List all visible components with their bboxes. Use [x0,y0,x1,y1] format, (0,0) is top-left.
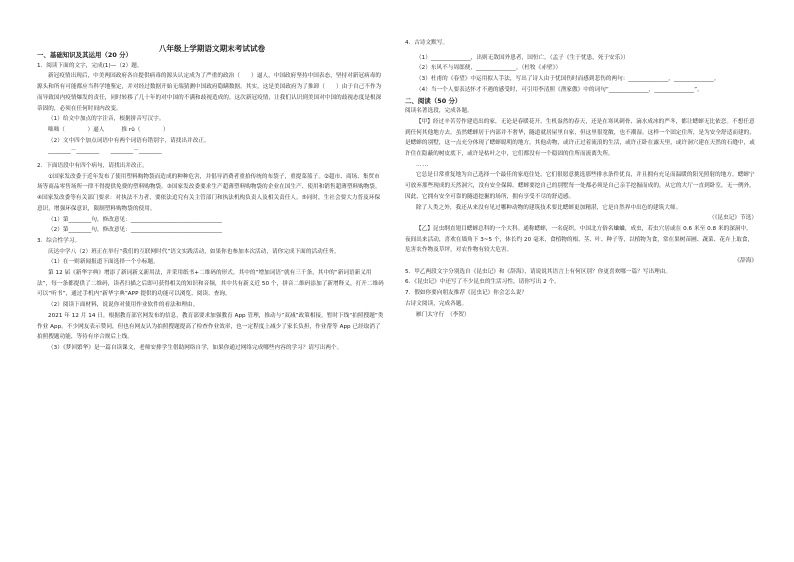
passage-yi-source: 《辞海》 [734,258,757,265]
exam-title: 八年级上学期语文期末考试试卷 [158,44,266,53]
question-3-3: （3）《梦回繁华》是一篇自读课文，老师安排学生借助网络自学，如果你通过网络完成哪些内容的学习？请写出两个。 [48,344,343,351]
passage-yi: 【乙】昆虫纲直翅目蟋蟀总科的一个大科。通称蟋蟀，一名促织。中国北方俗名蛐蛐，成虫，若虫穴居或在 0.6 米至 0.8 米的深洞中，夜间出来活动，喜欢在墙角下 3~5 个，体长约 20 毫米，食植物的根、茎、叶、种子等，以植物为食，常在果树苗圃、蔬菜、花卉上取食，危害农作物及草坪，对农作物有较大危害。 [405,225,754,254]
reading-intro: 阅读名著选段，完成各题。 [405,108,473,115]
question-3-intro: 3．综合性学习。 [37,237,81,244]
question-4-4: （4）当一个人要表达怀才不遇的感受时，可引用李清照《渔家傲》中的词句“______________，______________”。 [416,86,703,93]
left-column [37,38,385,354]
passage-jia: 【甲】经过辛苦劳作建造出的家，无论是春暖花开、生机盎然的春天，还是在寒风刺骨、滴水成冰的严冬，都让蟋蟀无比依恋。不想任意到任何其他地方去。虽然蟋蟀居于内部并不奢华，隧道就居屋里自家，但这里很宽敞，也不潮湿。这样一个固定住所，是为安全舒适而建的，是蟋蟀的别墅，这一点充分体现了蟋蟀聪明的地方。其他动物，或许正过着流浪的生活，或许正卧在露天里，或许洞穴建在天然的石缝中，或许住在隐蔽的树皮底下，或许是枯叶之中，它们都没有一个稳固的住所而流离失所。 [405,118,755,158]
question-2-intro: 2．下面语段中有四个病句，请找出并改正。 [37,163,148,170]
fix-sentence-2: （2）第________句，修改意见：________________________________ [48,227,222,234]
question-6: 6．《昆虫记》中还写了不少昆虫的生活习性，请你写出 2 个。 [405,279,560,286]
fix-sentence-1: （1）第________句，修改意见：________________________________ [48,216,222,223]
question-8-intro: 古诗文阅读，完成各题。 [405,300,468,307]
right-column [405,38,757,320]
section-reading: 二、阅读（50 分） [405,96,462,105]
question-4-3: （3）杜甫的《春望》中运用拟人手法，写出了诗人由于忧国伤时而感到悲伤的两句：______________，______________。 [416,76,720,83]
question-4-1: （1）______________，出则无敌国外患者，国恒亡。（孟子《生于忧患，死于安乐》） [416,54,629,61]
question-4-intro: 4．古诗文默写。 [405,40,449,46]
answer-blank-2: ________－________ ________－________ [48,148,162,155]
question-1-1: （1）给文中加点的字注音，根据拼音写汉字。 [48,116,165,123]
passage-1: 新冠疫情出现后，中美两国政府各自提供病毒的源头认定成为了严重的政治（ ）逼人，中国政府坚持中国表态，坚持对新冠病毒的源头和所有可能都应当科学地鉴定，并对经过数据开始无端猜测中国政府隐瞒数据。其实，这是美国政府为了推卸（ ）由于自己不作为而导致国内疫情爆发的责任，同时转移了几十年的对中国的不满和歧视造成的。这次新冠疫情，让我们认识到美国对中国的歧视态度是根深蒂固的，必须在任何时间内改变。 [37,73,382,112]
question-4-2: （2）东风不与周郎便，______________。（杜牧《赤壁》） [416,65,562,72]
question-7: 7．假如你要向朋友推荐《昆虫记》你会怎么说？ [405,290,528,297]
passage-5: 2021 年 12 月 14 日，根据教育部官网发布的信息，教育部要求加强教育 App 管理，推动与“双减”政策相接，暂时下线“拍照搜题”类作业 App。不少网友表示赞同，但也有网友认为拍照搜题提高了检查作业效率，也一定程度上减少了家长负担，作业帮等 App 已经取消了拍照搜题功能，等待有序合规后上线。 [37,312,384,341]
question-5: 5．甲乙两段文字分别选自《昆虫记》和《辞海》，请说说其语言上有何区别？你更喜欢哪一篇？写出理由。 [405,268,672,275]
passage-jia-2: 它总是日常重复地为自己选择一个最佳的家庭住处。它们很愿意挑选那些排水条件优良，并且拥有充足而温暖的阳光照射的地方。蟋蟀宁可放弃那些现成的天然洞穴，没有安全保障。蟋蟀要挖自己的别墅每一处都必须是自己亲手挖掘而成的，从它的大厅一直到卧室，无一例外。因此，它拥有安全可靠的隧道挖掘的场所，拥有享受不尽的舒适感。 [405,172,755,200]
passage-2: ①国家发改委于近年发布了使用塑料购物袋而造成的种种危害，并倡导消费者重拾传统的布袋子，重提菜篮子。②超市、商场、集贸市场等商品零售场所一律不得提供免费的塑料购物袋。③国家发改委要求生产超薄塑料购物袋的企业在国生产、使用和销售超薄塑料购物袋。④国家发改委等有关部门要求：对执法不力者，要依法追究有关主管部门和执法机构负责人及相关责任人。⑤同时，生社会要大力普及环保意识，增强环保意识，限制塑料购物袋的使用。 [37,173,381,212]
ellipsis: …… [416,161,430,168]
question-3-1: （1）在一则新闻报道下面选择一个小标题。 [48,259,159,266]
section-basic-knowledge: 一、基础知识及其运用（20 分） [37,51,132,59]
passage-4: 第 12 届《新华字典》增添了新词新义新用法，并采用纸书+二维码的形式。其中的“增加词语”就有三千条，其中的“新词语新义用法”，每一条都提供了二维码，读者扫描之后即可获得相关的知识和音频，其中共有新义近 50 个，拼音二维码添加了新增释义，打开二维码可以“听书”，通过手机内“新华字典”APP 提供的功能可以浏览、阅读、查询。 [37,270,384,298]
question-3-2: （2）阅读下面材料，说说你对使用作业软件的看法和理由。 [48,302,199,309]
poem-title: 雁门太守行 （李贺） [416,311,470,318]
passage-jia-source: （《昆虫记》节选） [709,215,757,222]
question-1-2: （2）文中四个加点词语中有两个词语有错别字，请找出并改正。 [48,137,210,144]
answer-blank-1: 咄咄（ ）逼人 推 rǔ（ ） [48,126,169,133]
passage-jia-3: 除了人类之外，我还从来没有见过哪种动物的建筑技术要比蟋蟀更加精湛，它是自然界中出色的建筑大师。 [416,204,682,211]
question-1-intro: 1．阅读下面的文字，完成(1)—（2）题。 [37,62,143,69]
passage-3: 庆达中学八（2）班正在举行“我们的互联网时代”语文实践活动，如果你也参加本次活动，请你完成下面的活动任务。 [48,248,340,255]
